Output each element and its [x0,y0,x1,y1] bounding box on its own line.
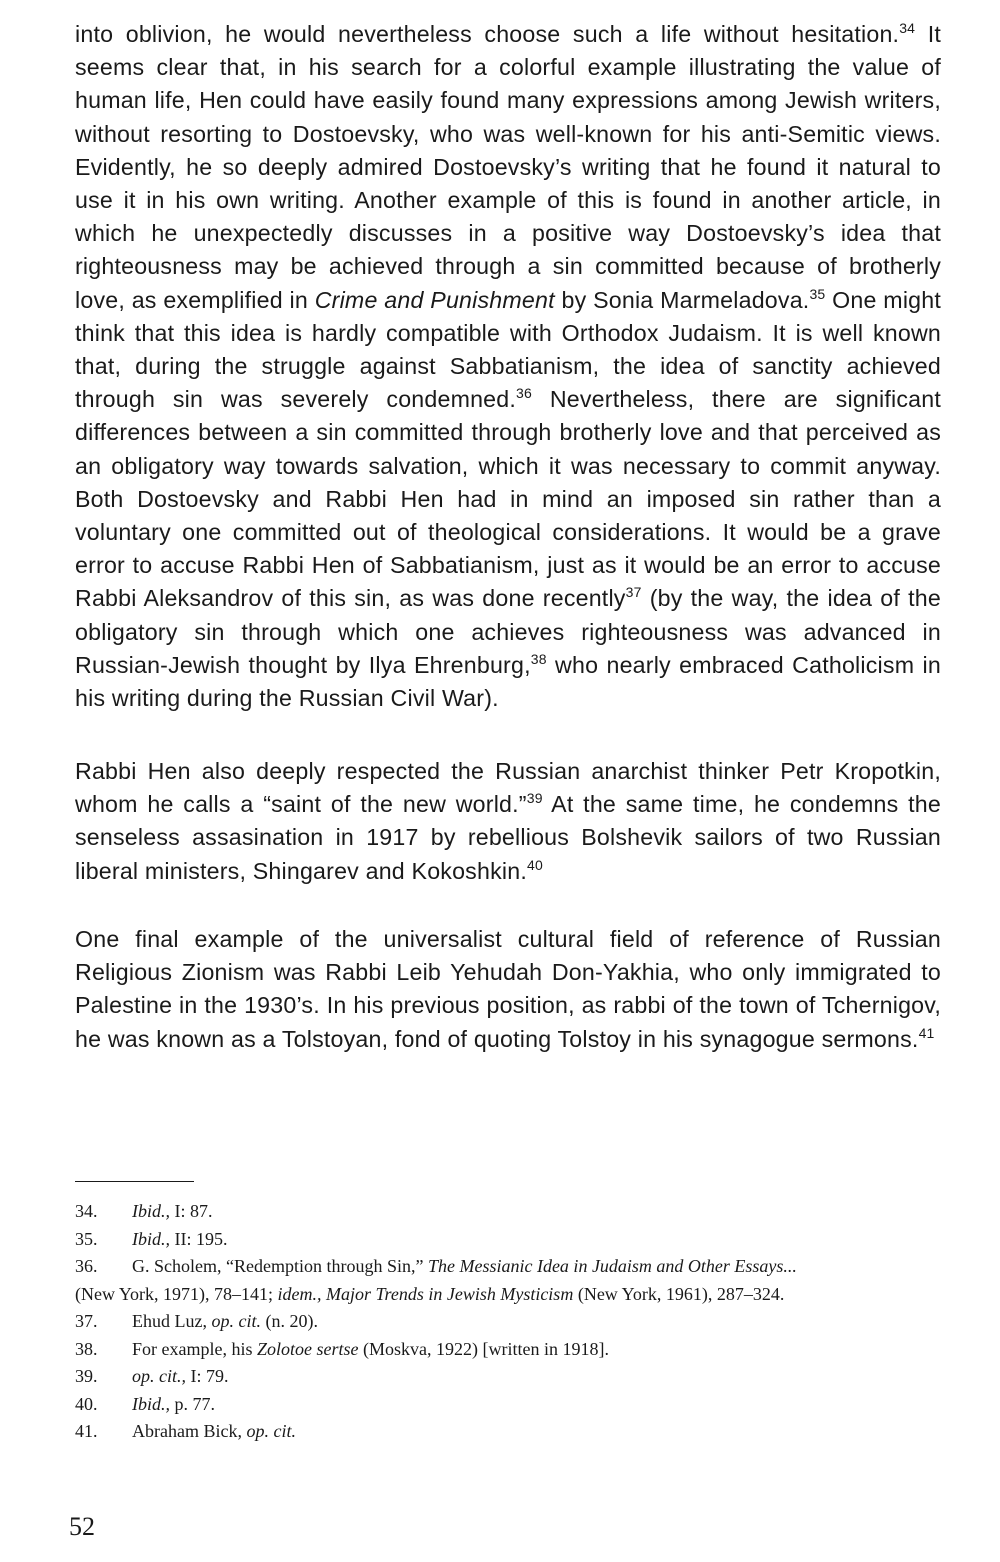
paragraph-text [75,18,941,715]
footnote-item [75,1391,955,1419]
text-run: Abraham Bick, [132,1421,247,1441]
text-run: At the same time, he condemns the senseless assasination in 1917 by rebellious Bolshevik sailors of two Russian liberal ministers, Shingarev and Kokoshkin. [75,791,941,884]
italic-text: The Messianic Idea in Judaism and Other Essays... [427,1256,797,1276]
footnote-marker: 39 [526,790,543,807]
text-run: I: 79. [186,1366,229,1386]
footnote-item [75,1198,955,1226]
italic-text: Zolotoe sertse [256,1338,359,1359]
footnote-item [75,1253,955,1281]
footnote-number: 35. [75,1228,98,1249]
footnote-marker: 35 [809,285,826,302]
italic-text: op. cit., [132,1366,186,1386]
footnote-text [132,1256,797,1276]
footnote-text [132,1311,318,1331]
footnote-marker: 41 [918,1024,935,1041]
footnotes [75,1198,955,1446]
footnote-marker: 34 [899,20,916,36]
footnote-marker: 38 [530,650,547,667]
footnote-item [75,1418,955,1446]
footnote-text [132,1394,215,1414]
footnote-text [132,1339,609,1359]
body-paragraph-3 [75,923,941,1056]
text-run: One final example of the universalist cultural field of reference of Russian Religious Zionism was Rabbi Leib Yehudah Don-Yakhia, who only immigrated to Palestine in the 1930’s. In his previous position, as rabbi of the town of Tchernigov, he was known as a Tolstoyan, fond of quoting Tolstoy in his synagogue sermons. [75,926,941,1052]
text-run: G. Scholem, “Redemption through Sin,” [132,1256,428,1276]
italic-text: Ibid., [132,1228,170,1249]
footnote-number: 39. [75,1366,98,1386]
italic-text: Ibid., [132,1393,170,1414]
footnote-number: 40. [75,1393,98,1414]
italic-text: idem., Major Trends in Jewish Mysticism [277,1283,574,1304]
text-run: into oblivion, he would nevertheless choose such a life without hesitation. [75,21,900,47]
footnote-text [132,1229,228,1249]
text-run: Rabbi Hen also deeply respected the Russian anarchist thinker Petr Kropotkin, whom he calls a “saint of the new world.” [75,758,941,818]
italic-text: Ibid., [132,1201,170,1221]
body-paragraph-1 [75,18,941,715]
text-run: (Moskva, 1922) [written in 1918]. [358,1338,609,1359]
footnote-separator [75,1181,194,1182]
italic-text: Crime and Punishment [314,286,555,313]
text-run: It seems clear that, in his search for a colorful example illustrating the value of human life, Hen could have easily found many expressions among Jewish writers, without resorting to Dostoevsky, who was well-known for his anti-Semitic views. Evidently, he so deeply admired Dostoevsky’s writing that he found it natural to use it in his own writing. Another example of this is found in another article, in which he unexpectedly discusses in a positive way Dostoevsky’s idea that righteousness may be achieved through a sin committed because of brotherly love, as exemplified in [75,21,941,313]
text-run: II: 195. [170,1228,228,1249]
footnote-item [75,1226,955,1254]
page-number: 52 [69,1512,95,1541]
text-run: Nevertheless, there are significant differences between a sin committed through brotherly love and that perceived as an obligatory way towards salvation, which it was necessary to commit anyway. Both Dostoevsky and Rabbi Hen had in mind an imposed sin rather than a voluntary one committed out of theological considerations. It would be a grave error to accuse Rabbi Hen of Sabbatianism, just as it would be an error to accuse Rabbi Aleksandrov of this sin, as was done recently [75,386,941,612]
footnote-number: 34. [75,1201,98,1221]
text-run: (New York, 1971), 78–141; [75,1283,278,1304]
footnote-item [75,1308,955,1336]
text-run: Ehud Luz, [132,1311,212,1331]
footnote-number: 41. [75,1421,98,1441]
footnote-item [75,1363,955,1391]
text-run: For example, his [132,1338,257,1359]
italic-text: op. cit. [246,1421,296,1441]
footnote-marker: 40 [526,856,543,873]
footnote-text [132,1421,296,1441]
footnote-marker: 36 [516,385,533,402]
footnote-number: 36. [75,1256,98,1276]
body-paragraph-2 [75,755,941,888]
footnote-item [75,1336,955,1364]
paragraph-text [75,755,941,888]
text-run: who nearly embraced Catholicism in his writing during the Russian Civil War). [75,651,941,712]
footnote-continuation [75,1281,955,1309]
text-run: by Sonia Marmeladova. [554,286,810,313]
italic-text: op. cit. [211,1311,261,1331]
footnote-number: 38. [75,1338,98,1359]
text-run: p. 77. [170,1393,215,1414]
paragraph-text [75,923,941,1056]
footnote-text [132,1366,229,1386]
footnote-number: 37. [75,1311,98,1331]
text-run: (n. 20). [260,1311,318,1331]
footnote-marker: 37 [625,584,642,601]
text-run: (by the way, the idea of the obligatory sin through which one achieves righteousness was advanced in Russian-Jewish thought by Ilya Ehrenburg, [75,585,941,678]
text-run: I: 87. [170,1201,213,1221]
footnote-text [132,1201,213,1221]
text-run: One might think that this idea is hardly compatible with Orthodox Judaism. It is well known that, during the struggle against Sabbatianism, the idea of sanctity achieved through sin was severely condemned. [75,286,942,413]
text-run: (New York, 1961), 287–324. [573,1283,785,1304]
